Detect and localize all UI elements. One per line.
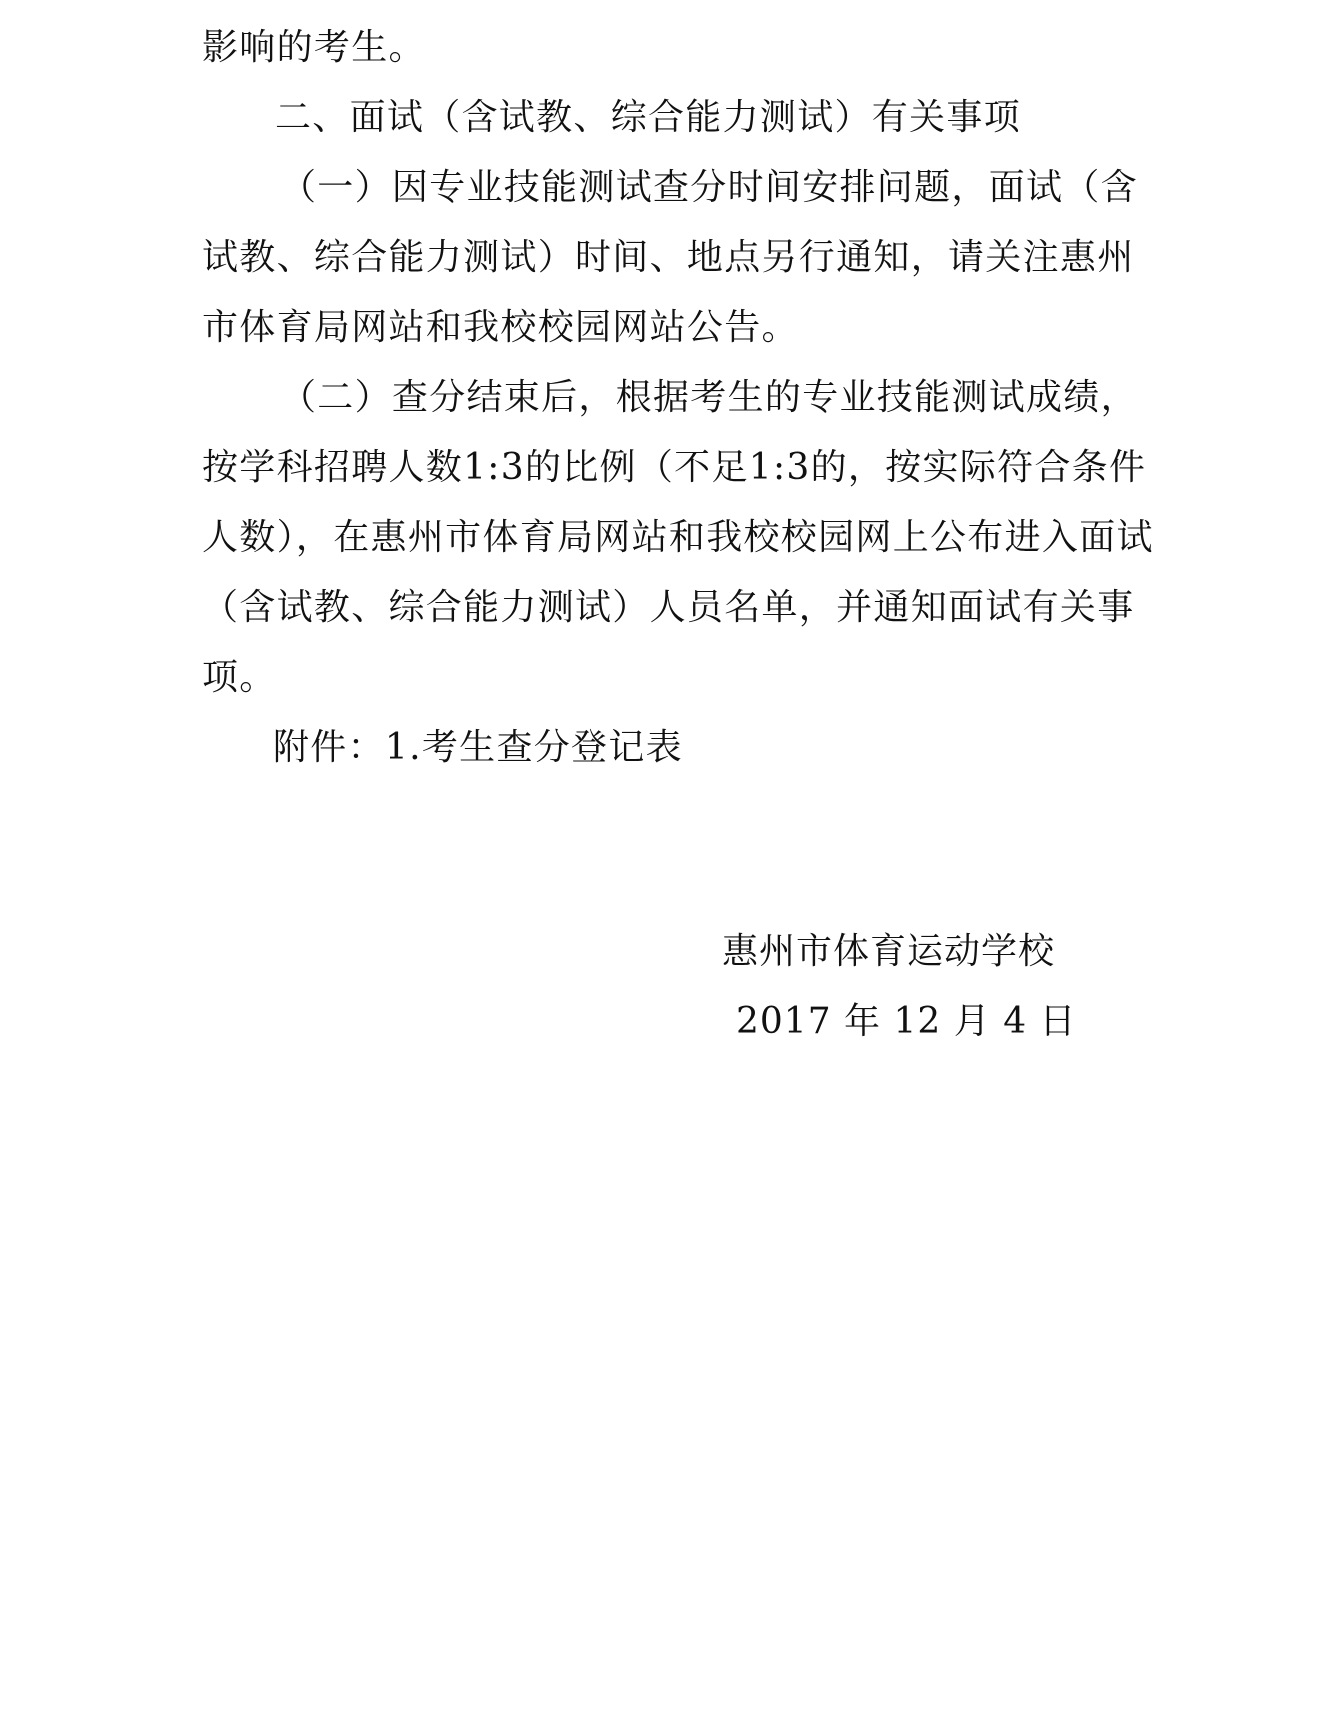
paragraph-line-item-1-start: （一）因专业技能测试查分时间安排问题，面试（含 [280, 167, 1138, 208]
section-heading-interview: 二、面试（含试教、综合能力测试）有关事项 [275, 97, 1022, 138]
attachment-line: 附件：1.考生查分登记表 [273, 727, 683, 768]
paragraph-line-1: 影响的考生。 [202, 27, 426, 68]
paragraph-line-item-1-continued: 试教、综合能力测试）时间、地点另行通知，请关注惠州 [202, 237, 1135, 278]
paragraph-line-item-2-end: 项。 [202, 657, 277, 698]
paragraph-line-item-2-start: （二）查分结束后，根据考生的专业技能测试成绩， [280, 377, 1138, 418]
paragraph-line-item-1-end: 市体育局网站和我校校园网站公告。 [202, 307, 799, 348]
paragraph-line-item-2-publication: 人数），在惠州市体育局网站和我校校园网上公布进入面试 [202, 517, 1154, 558]
paragraph-line-item-2-ratio: 按学科招聘人数1:3的比例（不足1:3的，按实际符合条件 [202, 447, 1147, 488]
issuing-organization: 惠州市体育运动学校 [722, 931, 1056, 972]
issue-date: 2017 年 12 月 4 日 [736, 1001, 1077, 1042]
paragraph-line-item-2-name-list: （含试教、综合能力测试）人员名单，并通知面试有关事 [202, 587, 1135, 628]
